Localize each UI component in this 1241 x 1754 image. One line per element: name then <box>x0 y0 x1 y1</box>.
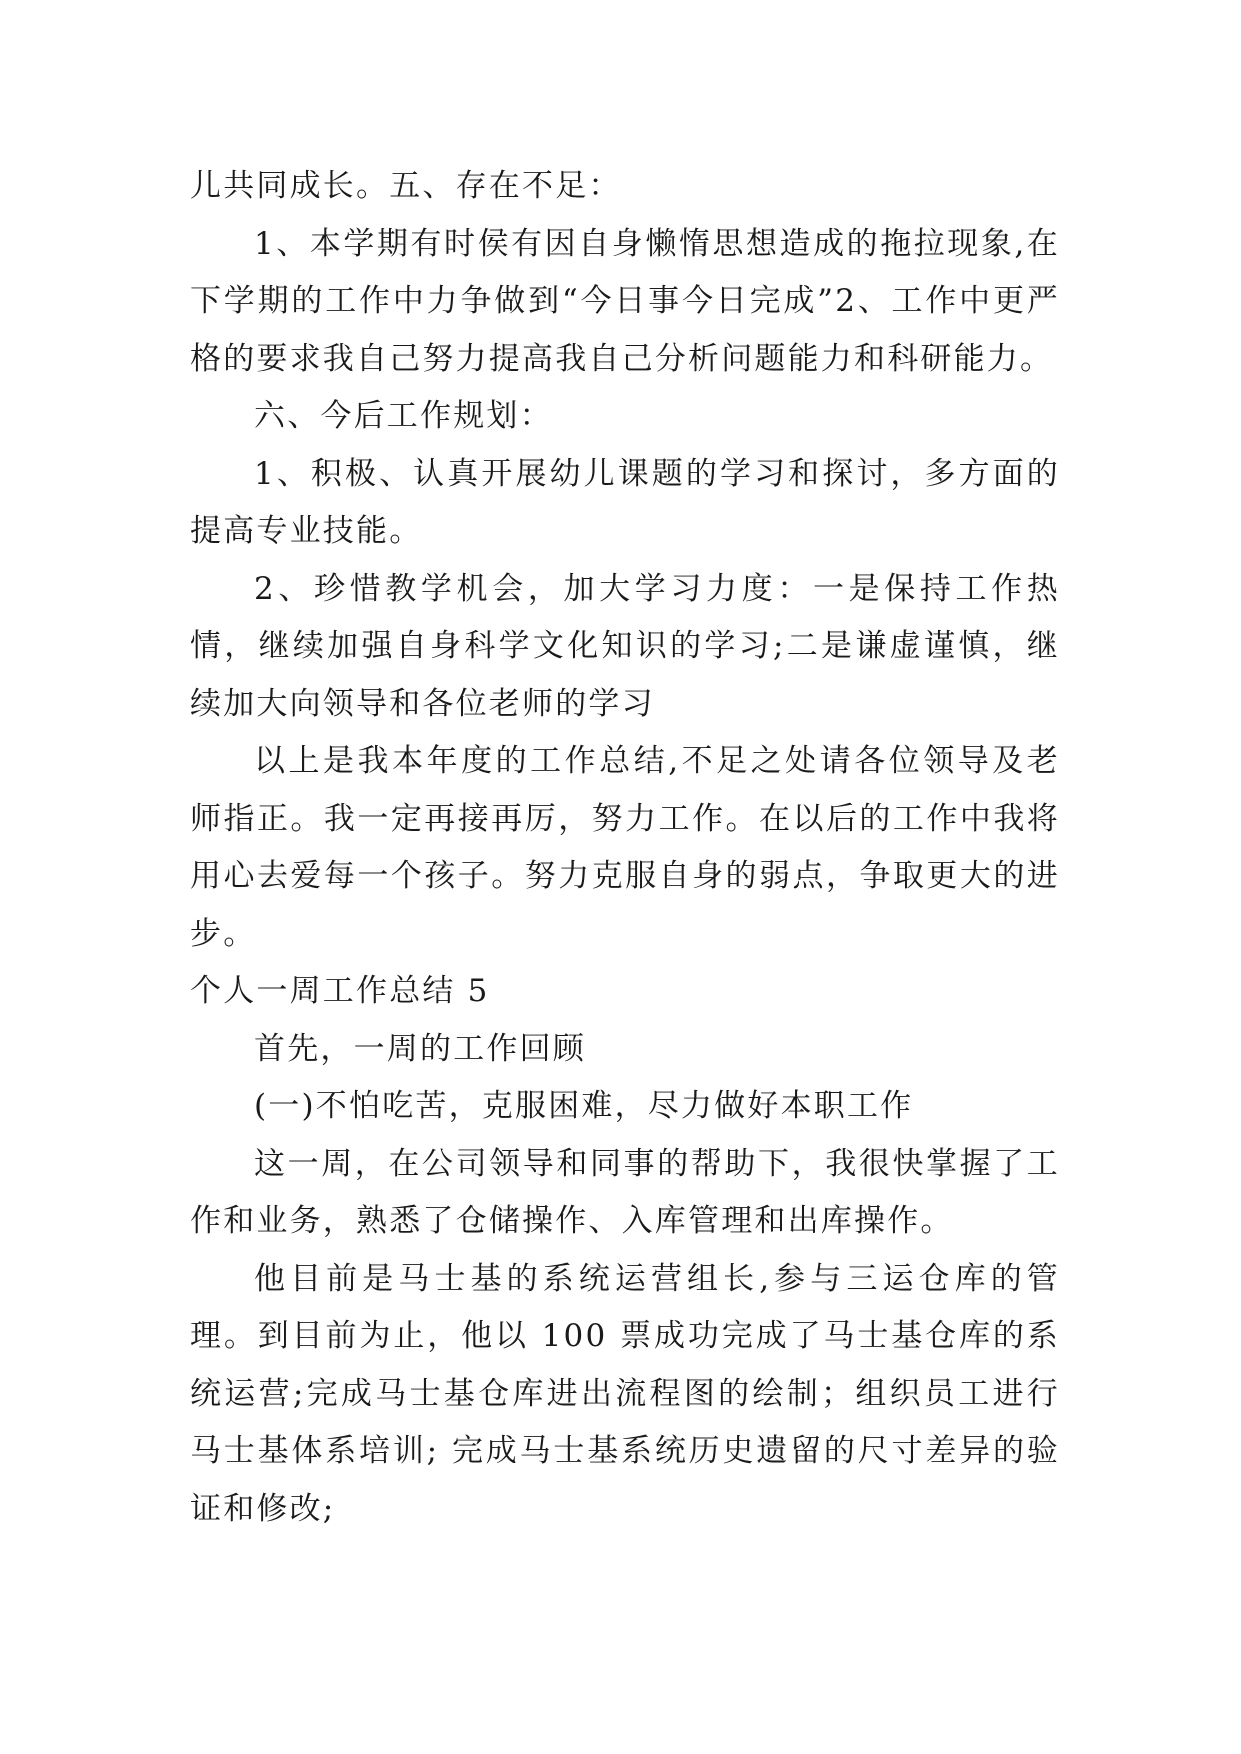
paragraph: 以上是我本年度的工作总结,不足之处请各位领导及老师指正。我一定再接再厉，努力工作。在以后的工作中我将用心去爱每一个孩子。努力克服自身的弱点，争取更大的进步。 <box>190 743 1060 952</box>
section-heading: 首先，一周的工作回顾 <box>254 1030 586 1067</box>
paragraph: 2、珍惜教学机会，加大学习力度：一是保持工作热情，继续加强自身科学文化知识的学习;二是谦虚谨慎，继续加大向领导和各位老师的学习 <box>190 570 1060 722</box>
paragraph: 1、积极、认真开展幼儿课题的学习和探讨，多方面的提高专业技能。 <box>190 455 1060 549</box>
paragraph: 这一周，在公司领导和同事的帮助下，我很快掌握了工作和业务，熟悉了仓储操作、入库管理和出库操作。 <box>190 1145 1060 1239</box>
paragraph: 1、本学期有时侯有因自身懒惰思想造成的拖拉现象,在下学期的工作中力争做到“今日事今日完成”2、工作中更严格的要求我自己努力提高我自己分析问题能力和科研能力。 <box>190 225 1060 377</box>
section-heading: 六、今后工作规划： <box>254 398 553 434</box>
document-title: 个人一周工作总结 5 <box>190 973 490 1009</box>
paragraph: 儿共同成长。五、存在不足： <box>190 168 622 204</box>
paragraph: 他目前是马士基的系统运营组长,参与三运仓库的管理。到目前为止，他以 100 票成功完成了马士基仓库的系统运营;完成马士基仓库进出流程图的绘制；组织员工进行马士基体系培训; 完成马士基系统历史遗留的尺寸差异的验证和修改; <box>190 1260 1060 1527</box>
subsection-heading: (一)不怕吃苦，克服困难，尽力做好本职工作 <box>254 1088 914 1124</box>
document-body <box>190 158 1060 1538</box>
